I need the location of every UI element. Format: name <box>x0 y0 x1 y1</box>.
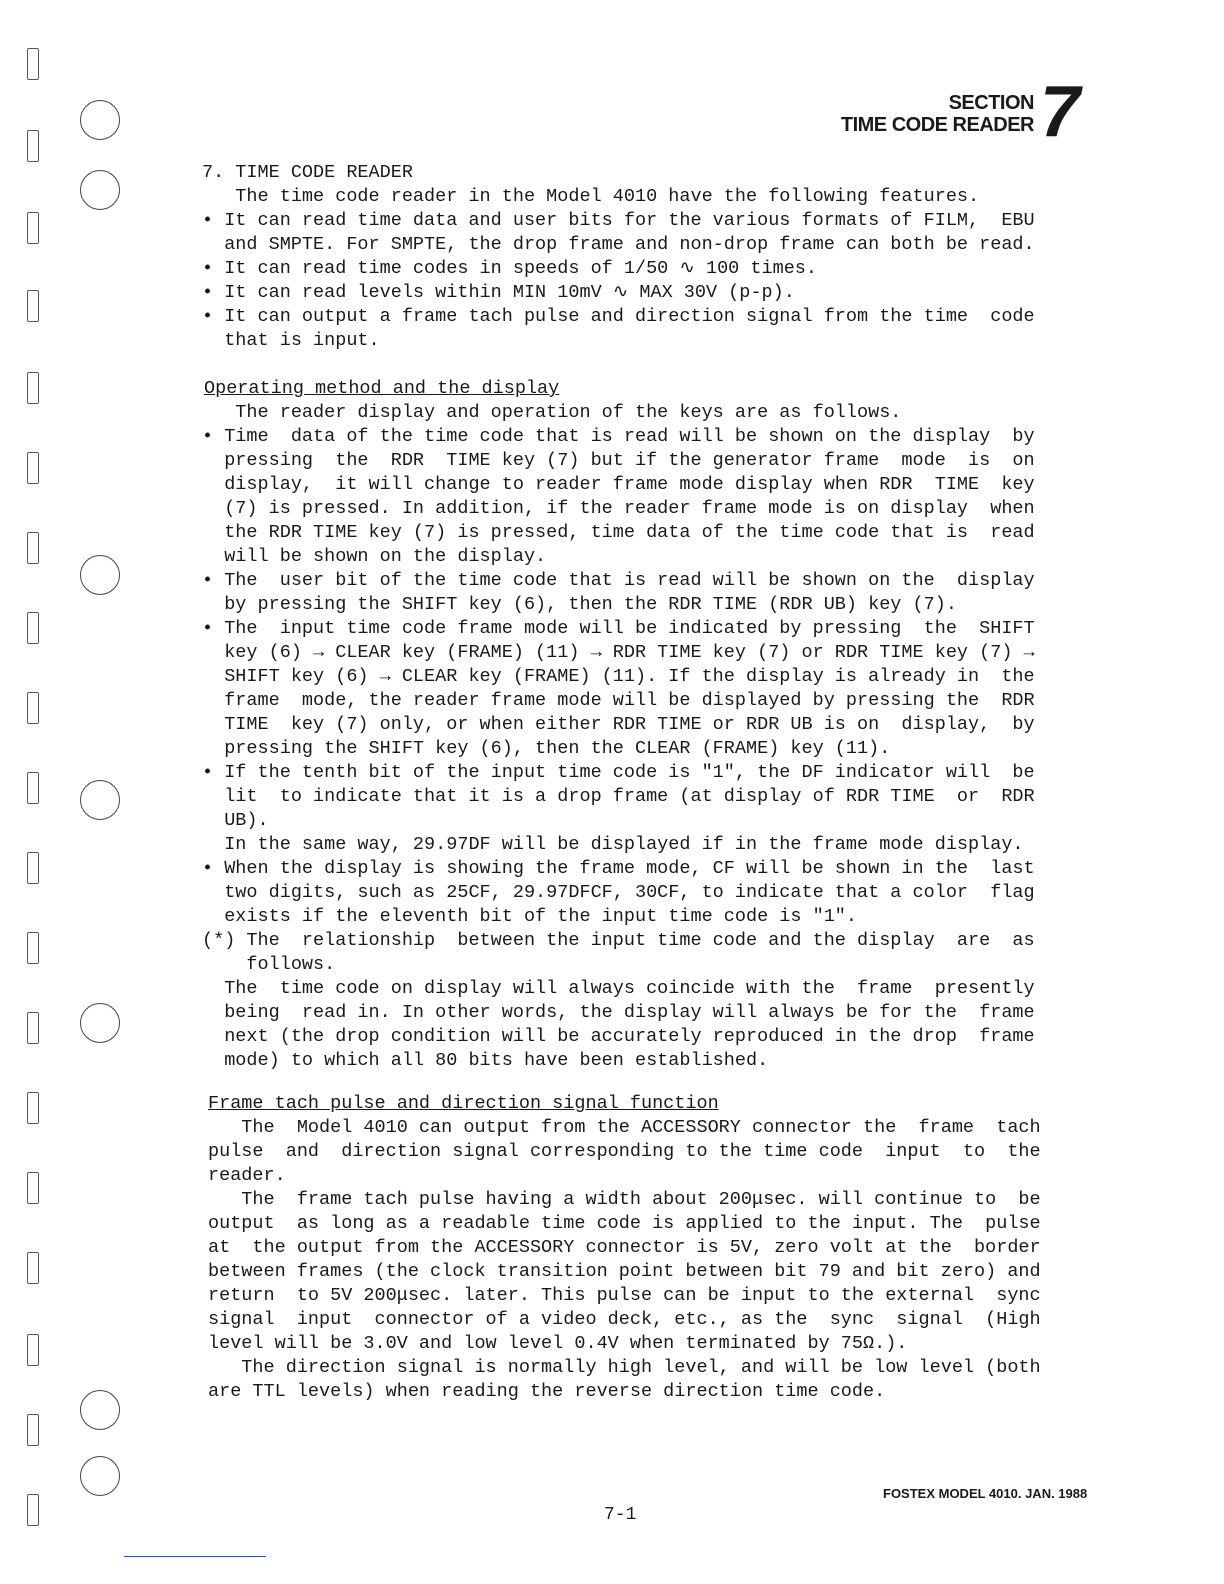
binder-hole <box>80 1003 120 1043</box>
binder-slot <box>27 130 39 162</box>
binder-hole <box>80 100 120 140</box>
frame-tach-text: The Model 4010 can output from the ACCESSORY connector the frame tach pulse and direction signal corresponding to the time code input to the reader. The frame tach pulse having a width about 200μsec. will continue to be output as long as a readable time code is applied to the input. The pulse at the output from the ACCESSORY connector is 5V, zero volt at the border between frames (the clock transition point between bit 79 and bit zero) and return to 5V 200μsec. later. This pulse can be input to the external sync signal input connector of a video deck, etc., as the sync signal (High level will be 3.0V and low level 0.4V when terminated by 75Ω.). The direction signal is normally high level, and will be low level (both are TTL levels) when reading the reverse direction time code. <box>208 1117 1041 1402</box>
binder-hole <box>80 170 120 210</box>
section-number: 7 <box>1040 72 1081 152</box>
binder-slot <box>27 692 39 724</box>
binder-slot <box>27 532 39 564</box>
binder-slot <box>27 212 39 244</box>
binder-slot <box>27 1494 39 1526</box>
section-header <box>841 92 1034 136</box>
operating-method-text: The reader display and operation of the keys are as follows. • Time data of the time code that is read will be shown on the display by pressing the RDR TIME key (7) but if the generator frame mode is on display, it will change to reader frame mode display when RDR TIME key (7) is pressed. In addition, if the reader frame mode is on display when the RDR TIME key (7) is pressed, time data of the time code that is read will be shown on the display. • The user bit of the time code that is read will be shown on the display by pressing the SHIFT key (6), then the RDR TIME (RDR UB) key (7). • The input time code frame mode will be indicated by pressing the SHIFT key (6) → CLEAR key (FRAME) (11) → RDR TIME key (7) or RDR TIME key (7) → SHIFT key (6) → CLEAR key (FRAME) (11). If the display is already in the frame mode, the reader frame mode will be displayed by pressing the RDR TIME key (7) only, or when either RDR TIME or RDR UB is on display, by pressing the SHIFT key (6), then the CLEAR (FRAME) key (11). • If the tenth bit of the input time code is "1", the DF indicator will be lit to indicate that it is a drop frame (at display of RDR TIME or RDR UB). In the same way, 29.97DF will be displayed if in the frame mode display. • When the display is showing the frame mode, CF will be shown in the last two digits, such as 25CF, 29.97DFCF, 30CF, to indicate that a color flag exists if the eleventh bit of the input time code is "1". (*) The relationship between the input time code and the display are as follows. The time code on display will always coincide with the frame presently being read in. In other words, the display will always be for the frame next (the drop condition will be accurately reproduced in the drop frame mode) to which all 80 bits have been established. <box>202 402 1035 1071</box>
binder-slot <box>27 1414 39 1446</box>
binder-hole <box>80 1456 120 1496</box>
intro-features: 7. TIME CODE READER The time code reader in the Model 4010 have the following features. • It can read time data and user bits for the various formats of FILM, EBU and SMPTE. For SMPTE, the drop frame and non-drop frame can both be read. • It can read time codes in speeds of 1/50 ∿ 100 times. • It can read levels within MIN 10mV ∿ MAX 30V (p-p). • It can output a frame tach pulse and direction signal from the time code that is input. <box>202 162 1035 351</box>
binder-slot <box>27 612 39 644</box>
binder-hole <box>80 780 120 820</box>
binder-slot <box>27 852 39 884</box>
binder-slot <box>27 1334 39 1366</box>
binder-slot <box>27 452 39 484</box>
binder-slot <box>27 290 39 322</box>
binder-slot <box>27 1012 39 1044</box>
footer-model-date: FOSTEX MODEL 4010. JAN. 1988 <box>883 1486 1088 1501</box>
binder-slot <box>27 1172 39 1204</box>
section-title: TIME CODE READER <box>840 114 1034 136</box>
binder-slot <box>27 932 39 964</box>
binder-slot <box>27 1092 39 1124</box>
heading-frame-tach: Frame tach pulse and direction signal function <box>208 1093 719 1114</box>
binder-hole <box>80 555 120 595</box>
section-label: SECTION <box>948 92 1034 114</box>
binder-slot <box>27 48 39 80</box>
binder-slot <box>27 372 39 404</box>
binder-hole <box>80 1390 120 1430</box>
binder-slot <box>27 772 39 804</box>
bottom-rule <box>124 1556 266 1557</box>
binder-slot <box>27 1252 39 1284</box>
page-number: 7-1 <box>604 1505 637 1525</box>
heading-operating-method: Operating method and the display <box>204 378 560 399</box>
